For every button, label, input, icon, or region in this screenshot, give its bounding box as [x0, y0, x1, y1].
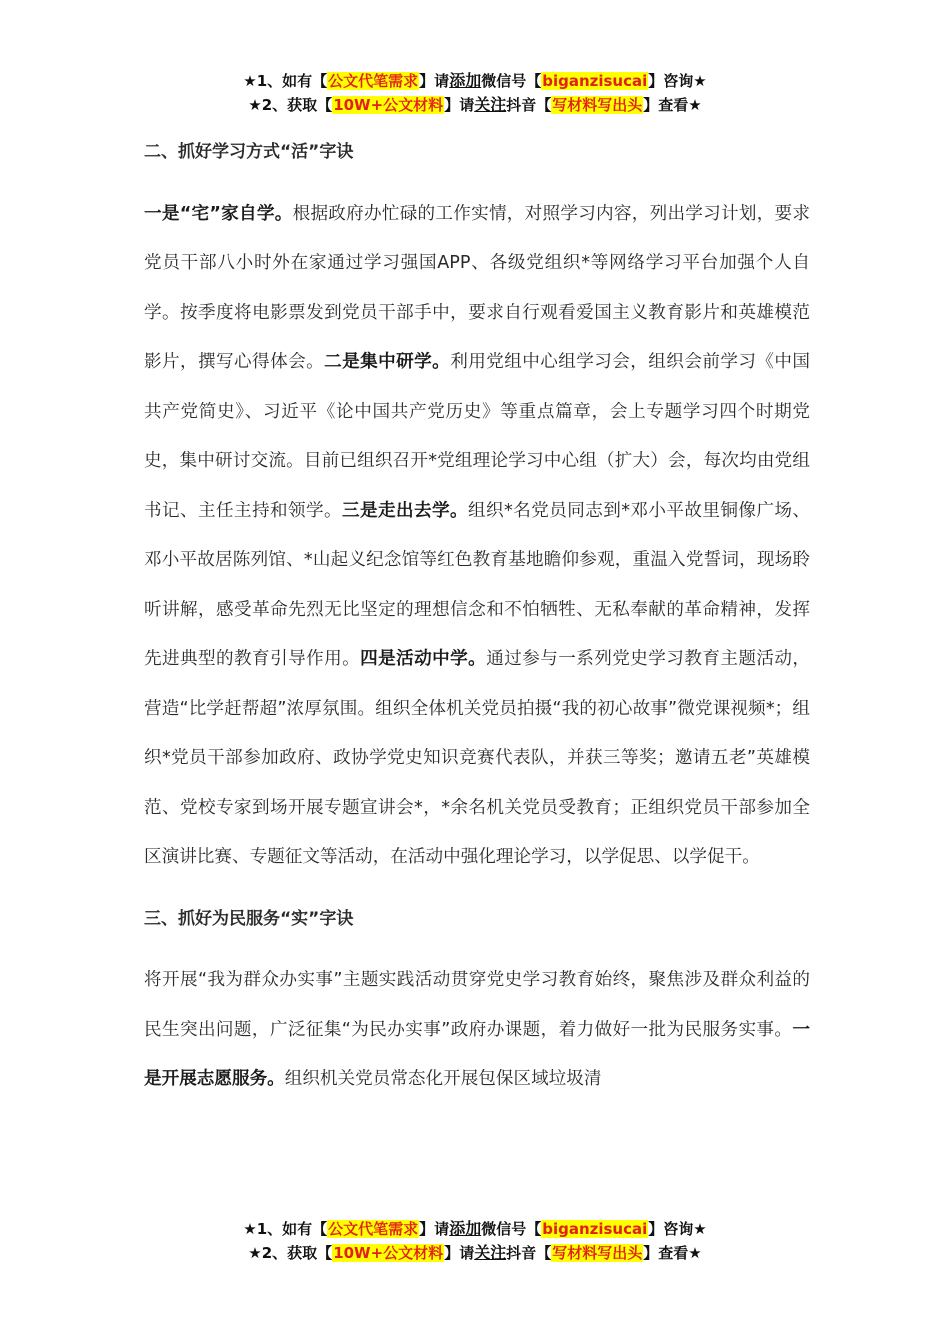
section-2-heading: 二、抓好学习方式“活”字诀	[144, 142, 354, 162]
highlight-text: 10W+公文材料	[333, 96, 444, 114]
header-banner	[0, 69, 950, 117]
underlined-text: 关注	[474, 1243, 507, 1262]
banner-line-1: ★1、如有【公文代笔需求】请添加微信号【biganzisucai】咨询★	[243, 71, 707, 90]
section-2-paragraph: 一是“宅”家自学。根据政府办忙碌的工作实情，对照学习内容，列出学习计划，要求党员干部八小时外在家通过学习强国APP、各级党组织*等网络学习平台加强个人自学。按季度将电影票发到党员干部手中，要求自行观看爱国主义教育影片和英雄模范影片，撰写心得体会。二是集中研学。利用党组中心组学习会，组织会前学习《中国共产党简史》、习近平《论中国共产党历史》等重点篇章，会上专题学习四个时期党史，集中研讨交流。目前已组织召开*党组理论学习中心组（扩大）会，每次均由党组书记、主任主持和领学。三是走出去学。组织*名党员同志到*邓小平故里铜像广场、邓小平故居陈列馆、*山起义纪念馆等红色教育基地瞻仰参观，重温入党誓词，现场聆听讲解，感受革命先烈无比坚定的理想信念和不怕牺牲、无私奉献的革命精神，发挥先进典型的教育引导作用。四是活动中学。通过参与一系列党史学习教育主题活动，营造“比学赶帮超”浓厚氛围。组织全体机关党员拍摄“我的初心故事”微党课视频*；组织*党员干部参加政府、政协学党史知识竞赛代表队，并获三等奖；邀请五老”英雄模范、党校专家到场开展专题宣讲会*，*余名机关党员受教育；正组织党员干部参加全区演讲比赛、专题征文等活动，在活动中强化理论学习，以学促思、以学促干。	[144, 203, 810, 867]
document-body	[144, 128, 810, 1117]
banner-line-1: ★1、如有【公文代笔需求】请添加微信号【biganzisucai】咨询★	[243, 1219, 707, 1238]
point-4-title: 四是活动中学。	[360, 649, 487, 669]
banner-line-2: ★2、获取【10W+公文材料】请关注抖音【写材料写出头】查看★	[248, 95, 702, 114]
underlined-text: 关注	[474, 95, 507, 114]
douyin-id: 写材料写出头	[552, 1244, 643, 1262]
wechat-id: biganzisucai	[542, 1220, 648, 1238]
highlight-text: 公文代笔需求	[328, 72, 419, 90]
point-1-title: 一是“宅”家自学。	[144, 203, 293, 224]
footer-banner	[0, 1217, 950, 1265]
point-1-title: 一是开展志愿服务。	[144, 1019, 810, 1089]
banner-line-2: ★2、获取【10W+公文材料】请关注抖音【写材料写出头】查看★	[248, 1243, 702, 1262]
section-3-paragraph: 将开展“我为群众办实事”主题实践活动贯穿党史学习教育始终，聚焦涉及群众利益的民生突出问题，广泛征集“为民办实事”政府办课题，着力做好一批为民服务实事。一是开展志愿服务。组织机关党员常态化开展包保区域垃圾清	[144, 970, 810, 1089]
wechat-id: biganzisucai	[542, 72, 648, 90]
douyin-id: 写材料写出头	[552, 96, 643, 114]
section-3-heading: 三、抓好为民服务“实”字诀	[144, 908, 354, 929]
point-2-title: 二是集中研学。	[324, 352, 451, 372]
underlined-text: 添加	[449, 71, 482, 90]
highlight-text: 10W+公文材料	[333, 1244, 444, 1262]
highlight-text: 公文代笔需求	[328, 1220, 419, 1238]
underlined-text: 添加	[449, 1219, 482, 1238]
point-3-title: 三是走出去学。	[342, 500, 468, 521]
